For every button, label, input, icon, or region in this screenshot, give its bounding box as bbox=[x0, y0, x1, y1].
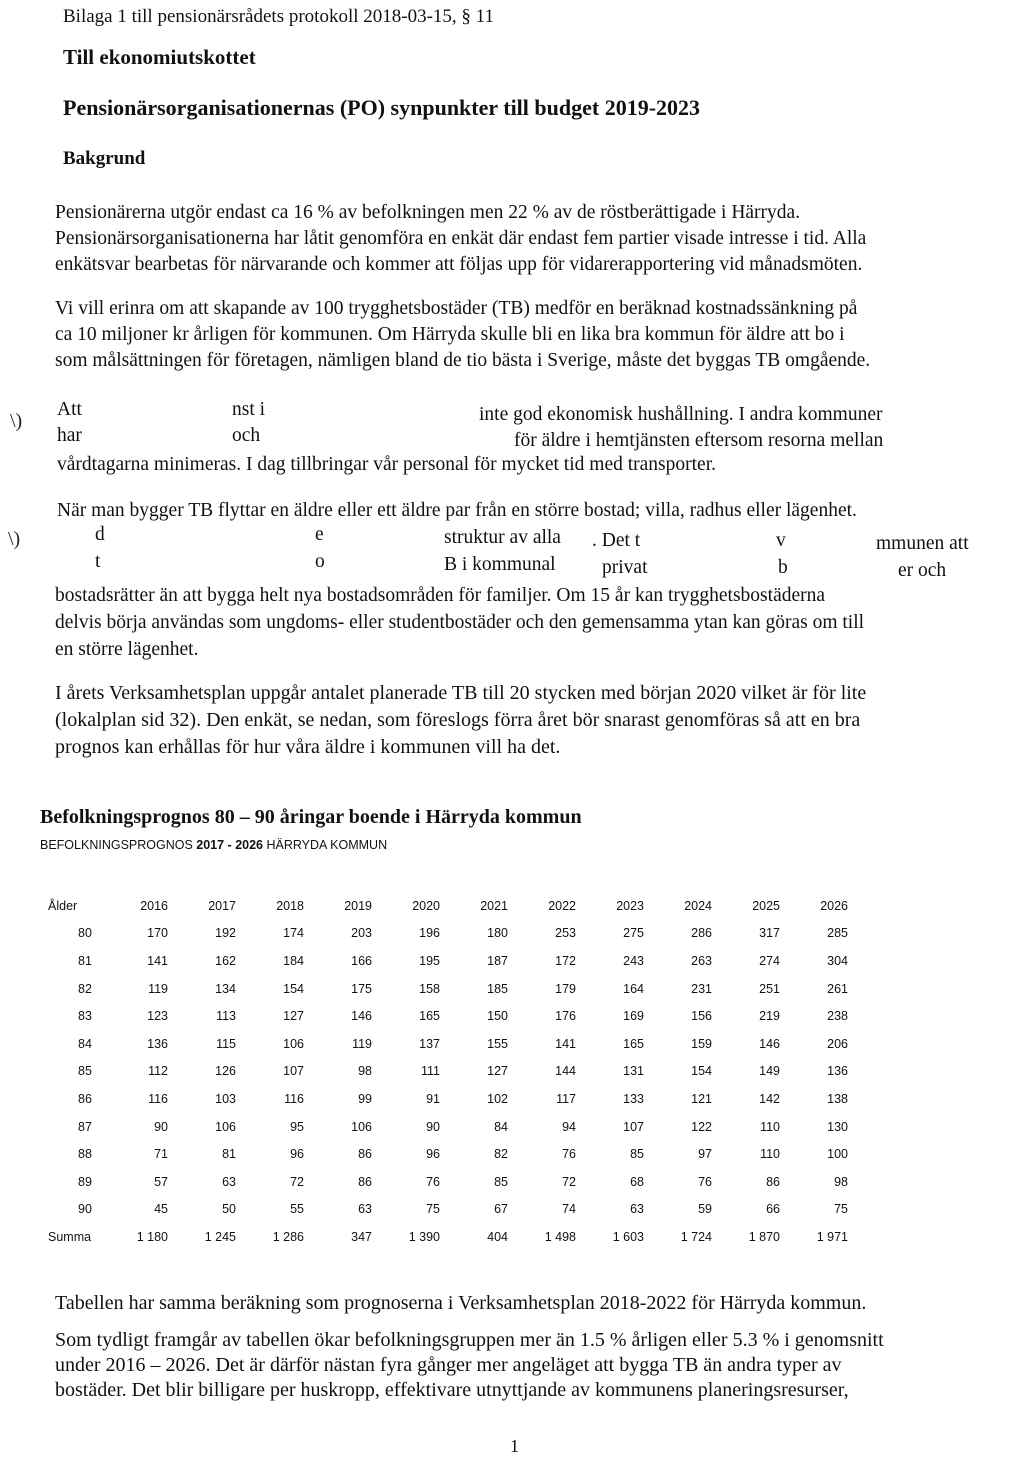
table-cell: 138 bbox=[827, 1091, 848, 1106]
text-fragment: för äldre i hemtjänsten eftersom resorna mellan bbox=[514, 430, 884, 451]
table-cell: 136 bbox=[147, 1036, 168, 1051]
row-label: Summa bbox=[48, 1229, 92, 1244]
text-fragment: inte god ekonomisk hushållning. I andra kommuner bbox=[479, 404, 883, 425]
table-cell: 404 bbox=[487, 1229, 508, 1244]
table-cell: 97 bbox=[698, 1147, 712, 1162]
column-header-year: 2018 bbox=[276, 898, 304, 913]
table-cell: 146 bbox=[351, 1009, 372, 1024]
table-cell: 59 bbox=[698, 1202, 712, 1217]
table-cell: 137 bbox=[419, 1036, 440, 1051]
column-header-year: 2017 bbox=[208, 898, 236, 913]
table-cell: 134 bbox=[215, 981, 236, 996]
table-row bbox=[48, 920, 848, 948]
column-header-year: 2021 bbox=[480, 898, 508, 913]
table-row bbox=[48, 1030, 848, 1058]
table-cell: 50 bbox=[222, 1202, 236, 1217]
text-line: delvis börja användas som ungdoms- eller studentbostäder och den gemensamma ytan kan göras om till bbox=[55, 612, 865, 633]
table-cell: 347 bbox=[351, 1229, 372, 1244]
table-cell: 57 bbox=[154, 1174, 168, 1189]
table-subheading-years: 2017 - 2026 bbox=[196, 838, 264, 852]
table-cell: 66 bbox=[766, 1202, 780, 1217]
table-cell: 110 bbox=[760, 1147, 780, 1162]
table-cell: 98 bbox=[834, 1174, 848, 1189]
text-fragment: B i kommunal bbox=[444, 554, 556, 575]
table-cell: 72 bbox=[562, 1174, 576, 1189]
table-subheading-suffix: HÄRRYDA KOMMUN bbox=[263, 838, 388, 852]
text-line: (lokalplan sid 32). Den enkät, se nedan, som föreslogs förra året bör snarast genomföras så att en bra bbox=[55, 709, 861, 731]
table-cell: 261 bbox=[827, 981, 848, 996]
table-cell: 91 bbox=[426, 1091, 440, 1106]
table-cell: 206 bbox=[827, 1036, 848, 1051]
section-heading: Bakgrund bbox=[63, 148, 146, 169]
table-cell: 174 bbox=[283, 926, 304, 941]
table-cell: 169 bbox=[623, 1009, 644, 1024]
table-cell: 1 286 bbox=[272, 1229, 304, 1244]
table-cell: 251 bbox=[759, 981, 780, 996]
text-fragment: er och bbox=[898, 560, 947, 581]
table-cell: 71 bbox=[154, 1147, 168, 1162]
row-label: 80 bbox=[78, 926, 92, 941]
table-cell: 149 bbox=[759, 1064, 780, 1079]
table-cell: 150 bbox=[487, 1009, 508, 1024]
row-label: 83 bbox=[78, 1009, 92, 1024]
margin-mark: \) bbox=[10, 410, 23, 432]
margin-mark: \) bbox=[8, 528, 21, 550]
table-row bbox=[48, 1196, 848, 1224]
table-row bbox=[48, 1140, 848, 1168]
table-cell: 165 bbox=[419, 1009, 440, 1024]
text-line: Som tydligt framgår av tabellen ökar befolkningsgruppen mer än 1.5 % årligen eller 5.3 % i genomsnitt bbox=[55, 1329, 884, 1351]
table-cell: 106 bbox=[215, 1119, 236, 1134]
row-label: 81 bbox=[78, 953, 92, 968]
table-cell: 123 bbox=[147, 1009, 168, 1024]
table-cell: 130 bbox=[827, 1119, 848, 1134]
table-cell: 90 bbox=[154, 1119, 168, 1134]
table-cell: 141 bbox=[147, 953, 168, 968]
text-fragment: v bbox=[776, 530, 786, 551]
table-cell: 141 bbox=[555, 1036, 576, 1051]
column-header-year: 2016 bbox=[140, 898, 168, 913]
table-subheading bbox=[40, 838, 387, 852]
table-cell: 96 bbox=[426, 1147, 440, 1162]
table-cell: 67 bbox=[494, 1202, 508, 1217]
text-line: prognos kan erhållas för hur våra äldre i kommunen vill ha det. bbox=[55, 736, 561, 758]
table-cell: 162 bbox=[215, 953, 236, 968]
table-cell: 175 bbox=[351, 981, 372, 996]
table-cell: 76 bbox=[426, 1174, 440, 1189]
table-cell: 96 bbox=[290, 1147, 304, 1162]
paragraph-6 bbox=[55, 1290, 866, 1316]
text-line: Pensionärerna utgör endast ca 16 % av befolkningen men 22 % av de röstberättigade i Härryda. bbox=[55, 202, 801, 223]
text-line: en större lägenhet. bbox=[55, 639, 199, 660]
text-line: Tabellen har samma beräkning som prognoserna i Verksamhetsplan 2018-2022 för Härryda kommun. bbox=[55, 1292, 867, 1314]
table-cell: 253 bbox=[555, 926, 576, 941]
paragraph-1 bbox=[55, 200, 866, 278]
population-table bbox=[48, 892, 848, 1251]
table-cell: 1 180 bbox=[136, 1229, 168, 1244]
table-cell: 317 bbox=[759, 926, 780, 941]
paragraph-5 bbox=[55, 680, 866, 761]
table-cell: 144 bbox=[555, 1064, 576, 1079]
text-fragment: vårdtagarna minimeras. I dag tillbringar vår personal för mycket tid med transporter. bbox=[57, 454, 716, 475]
table-cell: 98 bbox=[358, 1064, 372, 1079]
table-cell: 55 bbox=[290, 1202, 304, 1217]
table-cell: 127 bbox=[283, 1009, 304, 1024]
table-cell: 263 bbox=[691, 953, 712, 968]
column-header-year: 2019 bbox=[344, 898, 372, 913]
text-line: under 2016 – 2026. Det är därför nästan fyra gånger mer angeläget att bygga TB än andra typer av bbox=[55, 1354, 842, 1376]
table-cell: 286 bbox=[691, 926, 712, 941]
table-cell: 75 bbox=[834, 1202, 848, 1217]
table-cell: 76 bbox=[562, 1147, 576, 1162]
table-cell: 74 bbox=[562, 1202, 576, 1217]
table-cell: 86 bbox=[358, 1147, 372, 1162]
table-cell: 72 bbox=[290, 1174, 304, 1189]
column-header-year: 2022 bbox=[548, 898, 576, 913]
table-cell: 231 bbox=[691, 981, 712, 996]
document-title: Pensionärsorganisationernas (PO) synpunkter till budget 2019-2023 bbox=[63, 95, 701, 120]
table-cell: 203 bbox=[351, 926, 372, 941]
text-fragment: har bbox=[57, 425, 82, 446]
attachment-note: Bilaga 1 till pensionärsrådets protokoll 2018-03-15, § 11 bbox=[63, 6, 494, 27]
table-cell: 117 bbox=[556, 1091, 576, 1106]
table-cell: 1 971 bbox=[816, 1229, 848, 1244]
table-cell: 119 bbox=[148, 981, 168, 996]
table-cell: 63 bbox=[358, 1202, 372, 1217]
table-cell: 68 bbox=[630, 1174, 644, 1189]
text-line: enkätsvar bearbetas för närvarande och kommer att följas upp för vidarerapportering vid månadsmöten. bbox=[55, 254, 863, 275]
table-cell: 170 bbox=[147, 926, 168, 941]
page-number: 1 bbox=[510, 1436, 519, 1456]
table-heading: Befolkningsprognos 80 – 90 åringar boende i Härryda kommun bbox=[40, 806, 582, 828]
table-cell: 76 bbox=[698, 1174, 712, 1189]
text-line: ca 10 miljoner kr årligen för kommunen. Om Härryda skulle bli en lika bra kommun för äldre att bo i bbox=[55, 324, 845, 345]
row-label: 88 bbox=[78, 1147, 92, 1162]
text-fragment: o bbox=[315, 551, 325, 572]
text-fragment: privat bbox=[602, 557, 648, 578]
table-cell: 154 bbox=[283, 981, 304, 996]
text-line: bostäder. Det blir billigare per huskropp, effektivare utnyttjande av kommunens planeringsresurser, bbox=[55, 1379, 849, 1401]
table-cell: 63 bbox=[222, 1174, 236, 1189]
table-cell: 112 bbox=[148, 1064, 168, 1079]
table-cell: 95 bbox=[290, 1119, 304, 1134]
table-cell: 1 498 bbox=[544, 1229, 576, 1244]
row-label: 82 bbox=[78, 981, 92, 996]
text-fragment: Att bbox=[57, 399, 82, 420]
table-cell: 195 bbox=[419, 953, 440, 968]
table-row bbox=[48, 1168, 848, 1196]
table-cell: 106 bbox=[283, 1036, 304, 1051]
table-cell: 1 870 bbox=[748, 1229, 780, 1244]
table-cell: 126 bbox=[215, 1064, 236, 1079]
table-cell: 156 bbox=[691, 1009, 712, 1024]
table-cell: 116 bbox=[148, 1091, 168, 1106]
table-cell: 243 bbox=[623, 953, 644, 968]
table-cell: 100 bbox=[827, 1147, 848, 1162]
table-cell: 90 bbox=[426, 1119, 440, 1134]
row-label: 89 bbox=[78, 1174, 92, 1189]
table-cell: 84 bbox=[494, 1119, 508, 1134]
table-cell: 187 bbox=[487, 953, 508, 968]
text-line: I årets Verksamhetsplan uppgår antalet planerade TB till 20 stycken med början 2020 vilket är för lite bbox=[55, 682, 867, 704]
table-cell: 63 bbox=[630, 1202, 644, 1217]
paragraph-7 bbox=[55, 1328, 884, 1403]
text-line: Pensionärsorganisationerna har låtit genomföra en enkät där endast fem partier visade intresse i tid. Alla bbox=[55, 228, 867, 249]
column-header-year: 2023 bbox=[616, 898, 644, 913]
table-cell: 106 bbox=[351, 1119, 372, 1134]
text-line: som målsättningen för företagen, nämligen bland de tio bästa i Sverige, måste det byggas TB omgående. bbox=[55, 350, 871, 371]
table-cell: 131 bbox=[623, 1064, 644, 1079]
text-fragment: struktur av alla bbox=[444, 527, 561, 548]
table-cell: 127 bbox=[487, 1064, 508, 1079]
table-cell: 119 bbox=[352, 1036, 372, 1051]
text-fragment: nst i bbox=[232, 399, 266, 420]
table-cell: 184 bbox=[283, 953, 304, 968]
table-cell: 45 bbox=[154, 1202, 168, 1217]
table-cell: 159 bbox=[691, 1036, 712, 1051]
text-fragment: . Det t bbox=[592, 530, 641, 551]
table-cell: 142 bbox=[759, 1091, 780, 1106]
table-cell: 180 bbox=[487, 926, 508, 941]
text-fragment: mmunen att bbox=[876, 533, 969, 554]
table-row bbox=[48, 1002, 848, 1030]
row-label: 86 bbox=[78, 1091, 92, 1106]
column-header-year: 2026 bbox=[820, 898, 848, 913]
table-cell: 1 603 bbox=[612, 1229, 644, 1244]
text-fragment: e bbox=[315, 524, 324, 545]
table-cell: 94 bbox=[562, 1119, 576, 1134]
column-header-year: 2020 bbox=[412, 898, 440, 913]
table-cell: 1 724 bbox=[680, 1229, 712, 1244]
table-cell: 99 bbox=[358, 1091, 372, 1106]
paragraph-2 bbox=[55, 296, 870, 374]
table-row bbox=[48, 947, 848, 975]
table-cell: 103 bbox=[215, 1091, 236, 1106]
text-line: När man bygger TB flyttar en äldre eller ett äldre par från en större bostad; villa, radhus eller lägenhet. bbox=[57, 500, 857, 521]
row-label: 84 bbox=[78, 1036, 92, 1051]
table-cell: 176 bbox=[555, 1009, 576, 1024]
table-cell: 154 bbox=[691, 1064, 712, 1079]
table-row bbox=[48, 1058, 848, 1086]
table-cell: 136 bbox=[827, 1064, 848, 1079]
table-cell: 115 bbox=[216, 1036, 236, 1051]
table-cell: 304 bbox=[827, 953, 848, 968]
text-fragment: d bbox=[95, 524, 105, 545]
table-cell: 1 390 bbox=[408, 1229, 440, 1244]
row-label: 85 bbox=[78, 1064, 92, 1079]
recipient-heading: Till ekonomiutskottet bbox=[63, 45, 256, 69]
table-cell: 86 bbox=[358, 1174, 372, 1189]
table-cell: 274 bbox=[759, 953, 780, 968]
text-fragment: t bbox=[95, 551, 101, 572]
table-cell: 219 bbox=[759, 1009, 780, 1024]
table-cell: 81 bbox=[222, 1147, 236, 1162]
table-cell: 146 bbox=[759, 1036, 780, 1051]
table-cell: 85 bbox=[630, 1147, 644, 1162]
text-line: Vi vill erinra om att skapande av 100 trygghetsbostäder (TB) medför en beräknad kostnadssänkning på bbox=[55, 298, 858, 319]
table-cell: 155 bbox=[487, 1036, 508, 1051]
table-cell: 113 bbox=[216, 1009, 236, 1024]
table-cell: 238 bbox=[827, 1009, 848, 1024]
table-cell: 196 bbox=[419, 926, 440, 941]
table-cell: 121 bbox=[691, 1091, 712, 1106]
table-cell: 179 bbox=[555, 981, 576, 996]
table-cell: 1 245 bbox=[204, 1229, 236, 1244]
table-cell: 107 bbox=[623, 1119, 644, 1134]
column-header-age: Ålder bbox=[48, 898, 78, 913]
text-line: bostadsrätter än att bygga helt nya bostadsområden för familjer. Om 15 år kan trygghetsbostäderna bbox=[55, 585, 826, 606]
table-cell: 111 bbox=[420, 1064, 440, 1079]
table-row bbox=[48, 1113, 848, 1141]
table-cell: 75 bbox=[426, 1202, 440, 1217]
table-cell: 285 bbox=[827, 926, 848, 941]
table-cell: 102 bbox=[487, 1091, 508, 1106]
table-cell: 82 bbox=[494, 1147, 508, 1162]
column-header-year: 2024 bbox=[684, 898, 712, 913]
row-label: 90 bbox=[78, 1202, 92, 1217]
table-cell: 85 bbox=[494, 1174, 508, 1189]
table-cell: 107 bbox=[283, 1064, 304, 1079]
table-subheading-prefix: BEFOLKNINGSPROGNOS bbox=[40, 838, 197, 852]
column-header-year: 2025 bbox=[752, 898, 780, 913]
table-header-row bbox=[48, 892, 848, 920]
table-cell: 122 bbox=[691, 1119, 712, 1134]
table-cell: 133 bbox=[623, 1091, 644, 1106]
table-cell: 165 bbox=[623, 1036, 644, 1051]
row-label: 87 bbox=[78, 1119, 92, 1134]
table-cell: 116 bbox=[284, 1091, 304, 1106]
table-cell: 172 bbox=[555, 953, 576, 968]
table-cell: 164 bbox=[623, 981, 644, 996]
table-row bbox=[48, 1223, 848, 1251]
table-row bbox=[48, 975, 848, 1003]
text-fragment: och bbox=[232, 425, 261, 446]
table-cell: 158 bbox=[419, 981, 440, 996]
table-cell: 192 bbox=[215, 926, 236, 941]
table-cell: 185 bbox=[487, 981, 508, 996]
table-row bbox=[48, 1085, 848, 1113]
text-fragment: b bbox=[778, 557, 788, 578]
table-cell: 166 bbox=[351, 953, 372, 968]
table-cell: 86 bbox=[766, 1174, 780, 1189]
table-cell: 275 bbox=[623, 926, 644, 941]
table-cell: 110 bbox=[760, 1119, 780, 1134]
